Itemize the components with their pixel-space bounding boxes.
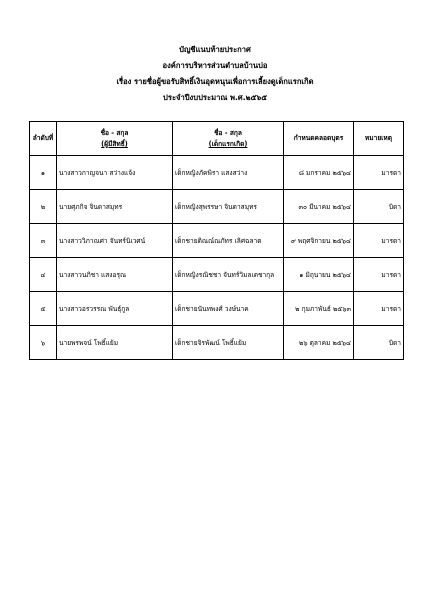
beneficiary-table [29, 121, 404, 360]
table-row [30, 190, 404, 224]
note-cell: มารดา [354, 156, 404, 190]
header-note: หมายเหตุ [354, 122, 404, 156]
row-number: ๑ [30, 156, 57, 190]
child-name: เด็กหญิงภัคพิรา แสงสว่าง [173, 156, 284, 190]
beneficiary-name: นายพรพจน์ โพธิ์แย้ม [57, 326, 173, 360]
beneficiary-name: นางสาวอรวรรณ พันธุ์กูล [57, 292, 173, 326]
table-row [30, 224, 404, 258]
birth-date: ๒๖ ตุลาคม ๒๕๖๔ [284, 326, 354, 360]
row-number: ๖ [30, 326, 57, 360]
header-child [173, 122, 284, 156]
header-name-label: ชื่อ - สกุล [100, 128, 129, 137]
child-name: เด็กชายนันทพงศ์ วงษ์นาค [173, 292, 284, 326]
header-name-sub: (ผู้มีสิทธิ์) [101, 139, 128, 148]
header-child-sub: (เด็กแรกเกิด) [208, 139, 248, 148]
birth-date: ๙ พฤศจิกายน ๒๕๖๔ [284, 224, 354, 258]
fiscal-year-line: ประจำปีงบประมาณ พ.ศ.๒๕๖๕ [163, 93, 267, 102]
beneficiary-name: นางสาวกาญจนา สว่างแจ้ง [57, 156, 173, 190]
beneficiary-name: นางสาววิภาณศา จันทร์นิเวศน์ [57, 224, 173, 258]
table-row [30, 258, 404, 292]
birth-date: ๑ มิถุนายน ๒๕๖๔ [284, 258, 354, 292]
beneficiary-name: นายศุภกิจ จินดาสมุทร [57, 190, 173, 224]
note-cell: มารดา [354, 292, 404, 326]
header-dob: กำหนดคลอดบุตร [284, 122, 354, 156]
attachment-title: บัญชีแนบท้ายประกาศ [179, 45, 251, 54]
birth-date: ๒ กุมภาพันธ์ ๒๕๖๓ [284, 292, 354, 326]
header-name [57, 122, 173, 156]
table-row [30, 326, 404, 360]
row-number: ๓ [30, 224, 57, 258]
note-cell: มารดา [354, 258, 404, 292]
note-cell: บิดา [354, 190, 404, 224]
birth-date: ๘ มกราคม ๒๕๖๔ [284, 156, 354, 190]
note-cell: บิดา [354, 326, 404, 360]
row-number: ๔ [30, 258, 57, 292]
birth-date: ๓๐ มีนาคม ๒๕๖๔ [284, 190, 354, 224]
subject-line: เรื่อง รายชื่อผู้ขอรับสิทธิ์เงินอุดหนุนเพื่อการเลี้ยงดูเด็กแรกเกิด [116, 77, 314, 86]
row-number: ๒ [30, 190, 57, 224]
child-name: เด็กชายจิรพัฒน์ โพธิ์แย้ม [173, 326, 284, 360]
table-row [30, 156, 404, 190]
row-number: ๕ [30, 292, 57, 326]
organization-name: องค์การบริหารส่วนตำบลบ้านบ่อ [162, 61, 268, 70]
table-row [30, 292, 404, 326]
header-no: ลำดับที่ [30, 122, 57, 156]
table-header-row [30, 122, 404, 156]
child-name: เด็กหญิงสุพรรษา จินดาสมุทร [173, 190, 284, 224]
child-name: เด็กชายดิณณ์ณภัทร เลิศฉลาด [173, 224, 284, 258]
child-name: เด็กหญิงรณิชชา จันทร์วิมลเดชากุล [173, 258, 284, 292]
note-cell: มารดา [354, 224, 404, 258]
header-child-label: ชื่อ - สกุล [214, 128, 242, 137]
beneficiary-name: นางสาวนภิชา แสงอรุณ [57, 258, 173, 292]
